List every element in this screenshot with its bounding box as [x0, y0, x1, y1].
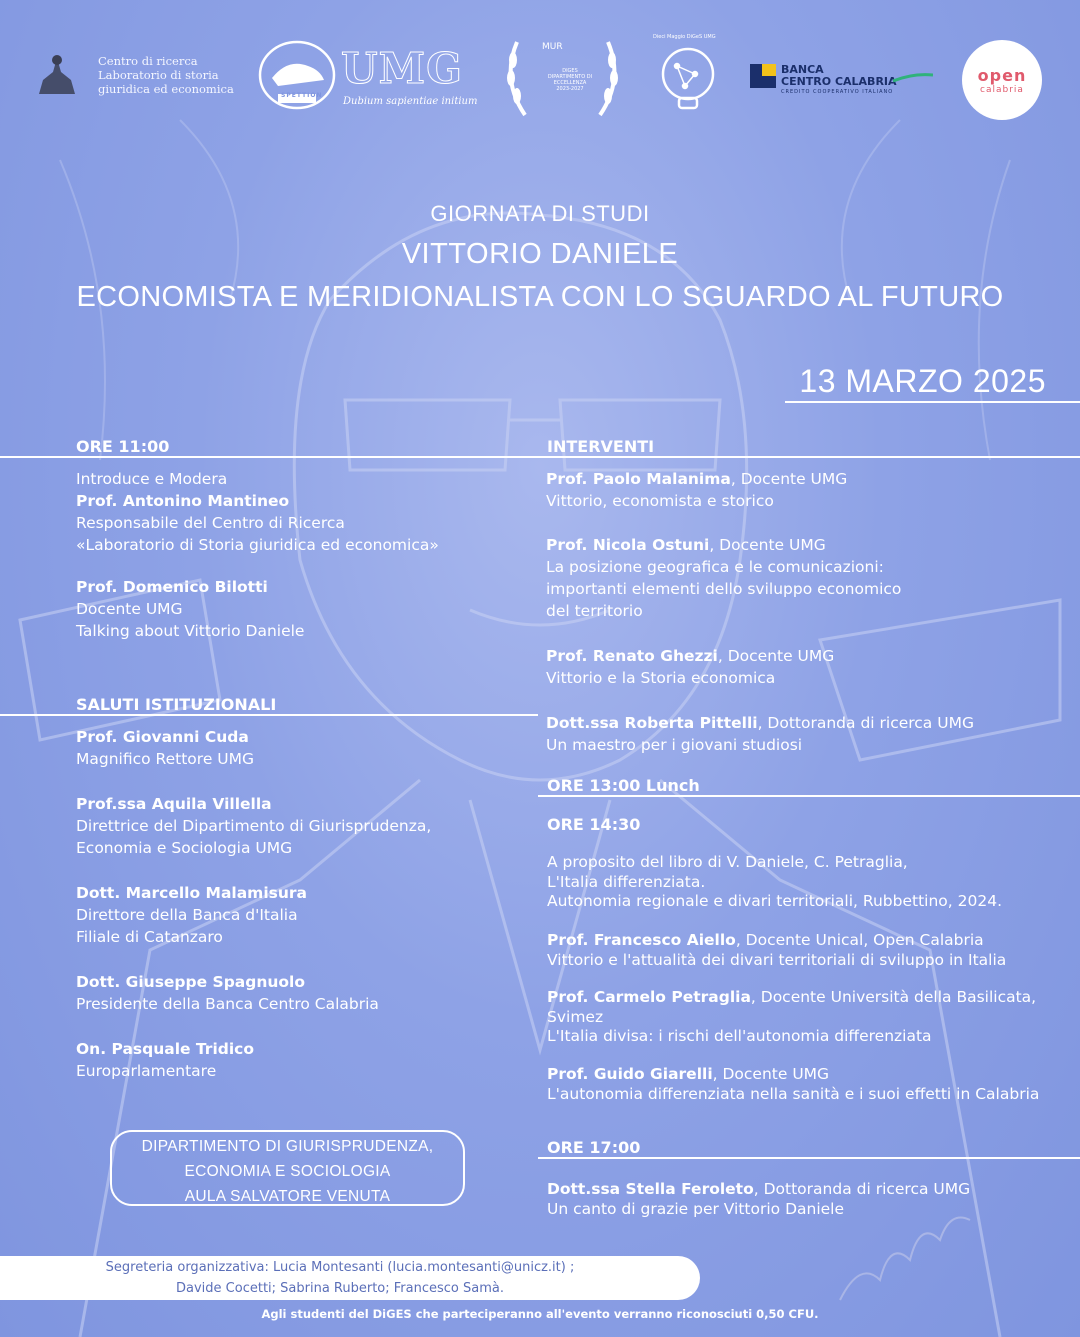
- session-speaker-block: Prof. Guido Giarelli, Docente UMG L'autonomia differenziata nella sanità e i suoi effetti in Calabria: [547, 1065, 1040, 1103]
- greeting-block: Dott. Marcello Malamisura Direttore della Banca d'Italia Filiale di Catanzaro: [76, 884, 308, 946]
- moderator-block: Introduce e Modera Prof. Antonino Mantineo Responsabile del Centro di Ricerca «Laboratorio di Storia giuridica ed economica»: [76, 470, 439, 554]
- intervention-block: Dott.ssa Roberta Pittelli, Dottoranda di ricerca UMG Un maestro per i giovani studiosi: [546, 714, 974, 754]
- book-presentation-block: A proposito del libro di V. Daniele, C. Petraglia, L'Italia differenziata. Autonomia regionale e divari territoriali, Rubbettino, 2024.: [547, 853, 1003, 910]
- speaker-block: Prof. Domenico Bilotti Docente UMG Talking about Vittorio Daniele: [76, 578, 305, 640]
- section-heading-saluti: SALUTI ISTITUZIONALI: [76, 695, 277, 714]
- cfu-notice: Agli studenti del DiGES che parteciperanno all'evento verranno riconosciuti 0,50 CFU.: [261, 1307, 819, 1321]
- greeting-block: Prof. Giovanni Cuda Magnifico Rettore UMG: [76, 728, 255, 768]
- intervention-block: Prof. Nicola Ostuni, Docente UMG La posizione geografica e le comunicazioni: importanti elementi dello sviluppo economico del territorio: [546, 536, 902, 620]
- bcc-subtitle: CREDITO COOPERATIVO ITALIANO: [781, 89, 894, 95]
- signature-scribble: [830, 1200, 980, 1310]
- bcc-swoosh-icon: [893, 70, 933, 89]
- open-calabria-logo: [962, 40, 1042, 120]
- section-divider: [0, 456, 538, 458]
- umg-badge-text: SPETTION: [281, 92, 323, 99]
- greeting-block: Prof.ssa Aquila Villella Direttrice del Dipartimento di Giurisprudenza, Economia e Sociologia UMG: [76, 795, 432, 857]
- event-date: 13 MARZO 2025: [799, 363, 1046, 399]
- section-heading-lunch: ORE 13:00 Lunch: [547, 776, 700, 795]
- organizing-secretariat: Segreteria organizzativa: Lucia Montesanti (lucia.montesanti@unicz.it) ; Davide Cocetti; Sabrina Ruberto; Francesco Samà.: [0, 1256, 700, 1300]
- event-type: GIORNATA DI STUDI: [430, 201, 650, 226]
- honoree-name: VITTORIO DANIELE: [401, 238, 679, 270]
- session-speaker-block: Prof. Carmelo Petraglia, Docente Università della Basilicata, Svimez L'Italia divisa: i rischi dell'autonomia differenziata: [547, 988, 1037, 1045]
- bcc-name: BANCA CENTRO CALABRIA: [781, 63, 897, 88]
- event-subtitle: ECONOMISTA E MERIDIONALISTA CON LO SGUARDO AL FUTURO: [76, 281, 1004, 313]
- section-heading-ore-1700: ORE 17:00: [547, 1138, 641, 1157]
- open-sub: calabria: [980, 84, 1024, 95]
- dieci-label: Dieci Maggio DiGeS UMG: [653, 34, 716, 40]
- intervention-block: Prof. Renato Ghezzi, Docente UMG Vittorio e la Storia economica: [546, 647, 835, 687]
- section-divider: [0, 714, 538, 716]
- section-heading-interventi: INTERVENTI: [547, 437, 655, 456]
- centro-emblem-icon: [31, 50, 83, 102]
- closing-speaker-block: Dott.ssa Stella Feroleto, Dottoranda di ricerca UMG Un canto di grazie per Vittorio Daniele: [547, 1180, 971, 1218]
- umg-seal-icon: [258, 40, 336, 114]
- lightbulb-icon: [655, 44, 721, 118]
- centro-ricerca-label: Centro di ricerca Laboratorio di storia giuridica ed economica: [98, 54, 234, 96]
- umg-wordmark: UMG: [341, 44, 463, 93]
- open-word: open: [977, 65, 1027, 85]
- mur-label: MUR: [542, 42, 563, 52]
- section-divider: [538, 456, 1080, 458]
- greeting-block: Dott. Giuseppe Spagnuolo Presidente della Banca Centro Calabria: [76, 973, 379, 1013]
- intervention-block: Prof. Paolo Malanima, Docente UMG Vittorio, economista e storico: [546, 470, 848, 510]
- session-speaker-block: Prof. Francesco Aiello, Docente Unical, Open Calabria Vittorio e l'attualità dei divari territoriali di sviluppo in Italia: [547, 931, 1007, 969]
- bcc-logo-icon: [750, 64, 776, 92]
- greeting-block: On. Pasquale Tridico Europarlamentare: [76, 1040, 255, 1080]
- venue-box: DIPARTIMENTO DI GIURISPRUDENZA, ECONOMIA E SOCIOLOGIA AULA SALVATORE VENUTA: [110, 1130, 465, 1206]
- umg-motto: Dubium sapientiae initium: [343, 96, 478, 107]
- diges-eccellenza-label: DIGES DIPARTIMENTO DI ECCELLENZA 2023-2027: [547, 68, 593, 92]
- section-divider: [538, 795, 1080, 797]
- date-divider: [785, 401, 1080, 403]
- section-divider: [538, 1157, 1080, 1159]
- section-heading-ore-1430: ORE 14:30: [547, 815, 641, 834]
- section-heading-ore-1100: ORE 11:00: [76, 437, 170, 456]
- logo-bar: [25, 30, 1055, 120]
